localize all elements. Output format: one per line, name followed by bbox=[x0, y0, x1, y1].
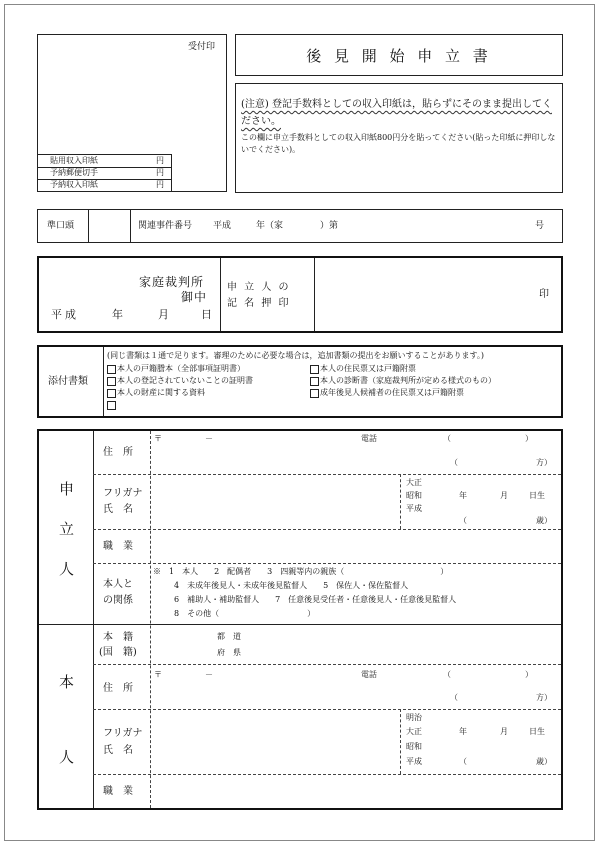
attach-right-0[interactable]: 本人の住民票又は戸籍附票 bbox=[310, 364, 416, 374]
principal-era-heisei: 平成 bbox=[406, 757, 422, 766]
applicant-side-2: 立 bbox=[59, 520, 75, 538]
applicant-era-heisei: 平成 bbox=[406, 504, 422, 513]
yen-3: 円 bbox=[156, 180, 164, 189]
checkbox[interactable] bbox=[107, 377, 116, 386]
seal-mark: 印 bbox=[539, 289, 549, 300]
filing-month: 月 bbox=[158, 308, 169, 321]
relation-line-2[interactable]: 4 未成年後見人・未成年後見監督人 5 保佐人・保佐監督人 bbox=[174, 581, 409, 590]
relation-label-2: の関係 bbox=[103, 595, 133, 606]
applicant-job-input[interactable] bbox=[157, 533, 557, 559]
checkbox[interactable] bbox=[310, 377, 319, 386]
filing-day: 日 bbox=[201, 308, 212, 321]
applicant-address-label: 住 所 bbox=[103, 447, 133, 458]
applicant-job-label: 職 業 bbox=[103, 541, 133, 552]
domicile-input[interactable] bbox=[259, 629, 557, 661]
fee-row-stamp: 貼用収入印紙 bbox=[50, 156, 98, 165]
principal-month: 月 bbox=[500, 727, 508, 736]
checkbox[interactable] bbox=[107, 365, 116, 374]
related-case-label: 関連事件番号 bbox=[138, 221, 193, 231]
applicant-address-input[interactable] bbox=[157, 445, 437, 471]
principal-birth: 日生 bbox=[529, 727, 545, 736]
principal-furigana-label: フリガナ bbox=[103, 728, 143, 739]
case-number-row bbox=[37, 209, 563, 243]
attach-left-0[interactable]: 本人の戸籍謄本（全部事項証明書） bbox=[107, 364, 245, 374]
todo-label: 都 道 bbox=[217, 632, 241, 641]
checkbox[interactable] bbox=[107, 401, 116, 410]
applicant-phone-close: ） bbox=[525, 434, 533, 443]
case-go: 号 bbox=[535, 221, 545, 231]
applicant-name-input[interactable] bbox=[157, 479, 393, 525]
applicant-side-1: 申 bbox=[59, 480, 75, 498]
receipt-stamp-box bbox=[37, 34, 227, 192]
filing-year: 年 bbox=[112, 308, 123, 321]
applicant-side-3: 人 bbox=[59, 560, 75, 578]
filing-era: 平成 bbox=[51, 308, 79, 321]
attach-left-1[interactable]: 本人の登記されていないことの証明書 bbox=[107, 376, 253, 386]
stamp-note-box bbox=[235, 83, 563, 193]
applicant-kata-open: （ bbox=[450, 458, 458, 467]
applicant-name-label: 氏 名 bbox=[103, 504, 133, 515]
attach-right-1[interactable]: 本人の診断書（家庭裁判所が定める様式のもの） bbox=[310, 376, 496, 386]
note-heading: (注意) 登記手数料としての収入印紙は，貼らずにそのまま提出してください。 bbox=[241, 99, 552, 127]
applicant-age: 歳） bbox=[536, 516, 552, 525]
principal-name-input[interactable] bbox=[157, 715, 393, 771]
attachments-label: 添付書類 bbox=[48, 376, 88, 387]
fee-table bbox=[38, 154, 172, 192]
principal-age: 歳） bbox=[536, 757, 552, 766]
applicant-postal-dash: － bbox=[205, 434, 213, 443]
principal-job-label: 職 業 bbox=[103, 786, 133, 797]
attachments-block bbox=[37, 345, 563, 418]
applicant-month: 月 bbox=[500, 491, 508, 500]
principal-phone-label: 電話 bbox=[361, 670, 377, 679]
applicant-kata: 方） bbox=[536, 458, 552, 467]
applicant-phone-label: 電話 bbox=[361, 434, 377, 443]
checkbox[interactable] bbox=[310, 365, 319, 374]
attach-right-2[interactable]: 成年後見人候補者の住民票又は戸籍附票 bbox=[310, 388, 464, 398]
principal-address-label: 住 所 bbox=[103, 683, 133, 694]
fee-row-deposit: 予納収入印紙 bbox=[50, 180, 98, 189]
applicant-birth: 日生 bbox=[529, 491, 545, 500]
court-gochu: 御中 bbox=[181, 290, 208, 304]
checkbox[interactable] bbox=[107, 389, 116, 398]
fee-row-postage: 予納郵便切手 bbox=[50, 168, 98, 177]
relation-line-4[interactable]: 8 その他（ ） bbox=[174, 609, 316, 618]
principal-era-taisho: 大正 bbox=[406, 727, 422, 736]
principal-side-1: 本 bbox=[59, 673, 75, 691]
applicant-seal-label-2: 記 名 押 印 bbox=[227, 298, 291, 309]
principal-era-showa: 昭和 bbox=[406, 742, 422, 751]
case-era: 平成 bbox=[213, 221, 232, 231]
attach-left-3[interactable] bbox=[107, 400, 117, 410]
note-body: この欄に申立手数料としての収入印紙800円分を貼ってください(貼った印紙に押印しないでください)。 bbox=[241, 133, 556, 154]
principal-kata-open: （ bbox=[450, 693, 458, 702]
principal-phone-open: （ bbox=[443, 670, 451, 679]
checkbox[interactable] bbox=[310, 389, 319, 398]
yen-2: 円 bbox=[156, 168, 164, 177]
court-name: 家庭裁判所 bbox=[139, 275, 205, 289]
principal-side-2: 人 bbox=[59, 748, 75, 766]
principal-kata: 方） bbox=[536, 693, 552, 702]
title-box bbox=[235, 34, 563, 76]
relation-label-1: 本人と bbox=[103, 579, 133, 590]
principal-year: 年 bbox=[459, 727, 467, 736]
domicile-label: 本 籍 bbox=[103, 632, 133, 643]
applicant-furigana-label: フリガナ bbox=[103, 488, 143, 499]
attachments-notice: (同じ書類は１通で足ります。審理のために必要な場合は，追加書類の提出をお願いすることがあります。) bbox=[107, 351, 484, 360]
principal-phone-close: ） bbox=[525, 670, 533, 679]
relation-line-1[interactable]: ※ 1 本人 2 配偶者 3 四親等内の親族（ ） bbox=[153, 567, 449, 576]
oral-label: 準口頭 bbox=[47, 221, 75, 231]
applicant-year: 年 bbox=[459, 491, 467, 500]
attach-left-2[interactable]: 本人の財産に関する資料 bbox=[107, 388, 205, 398]
applicant-age-open: （ bbox=[459, 516, 467, 525]
applicant-era-taisho: 大正 bbox=[406, 478, 422, 487]
parties-block bbox=[37, 429, 563, 810]
yen-1: 円 bbox=[156, 156, 164, 165]
principal-address-input[interactable] bbox=[157, 681, 437, 707]
receipt-stamp-label: 受付印 bbox=[188, 42, 216, 52]
applicant-era-showa: 昭和 bbox=[406, 491, 422, 500]
principal-name-label: 氏 名 bbox=[103, 745, 133, 756]
applicant-postal: 〒 bbox=[154, 434, 162, 443]
principal-era-meiji: 明治 bbox=[406, 713, 422, 722]
page-title: 後 見 開 始 申 立 書 bbox=[306, 47, 492, 65]
principal-postal-dash: － bbox=[205, 670, 213, 679]
case-year-house: 年（家 bbox=[256, 221, 284, 231]
fuken-label: 府 県 bbox=[217, 648, 241, 657]
relation-line-3[interactable]: 6 補助人・補助監督人 7 任意後見受任者・任意後見人・任意後見監督人 bbox=[174, 595, 457, 604]
applicant-seal-label-1: 申 立 人 の bbox=[227, 282, 291, 293]
nationality-label: (国 籍) bbox=[99, 647, 137, 658]
applicant-phone-open: （ bbox=[443, 434, 451, 443]
principal-postal: 〒 bbox=[154, 670, 162, 679]
principal-job-input[interactable] bbox=[157, 778, 557, 804]
court-block bbox=[37, 256, 563, 333]
case-no-label: ）第 bbox=[320, 221, 339, 231]
principal-age-open: （ bbox=[459, 757, 467, 766]
